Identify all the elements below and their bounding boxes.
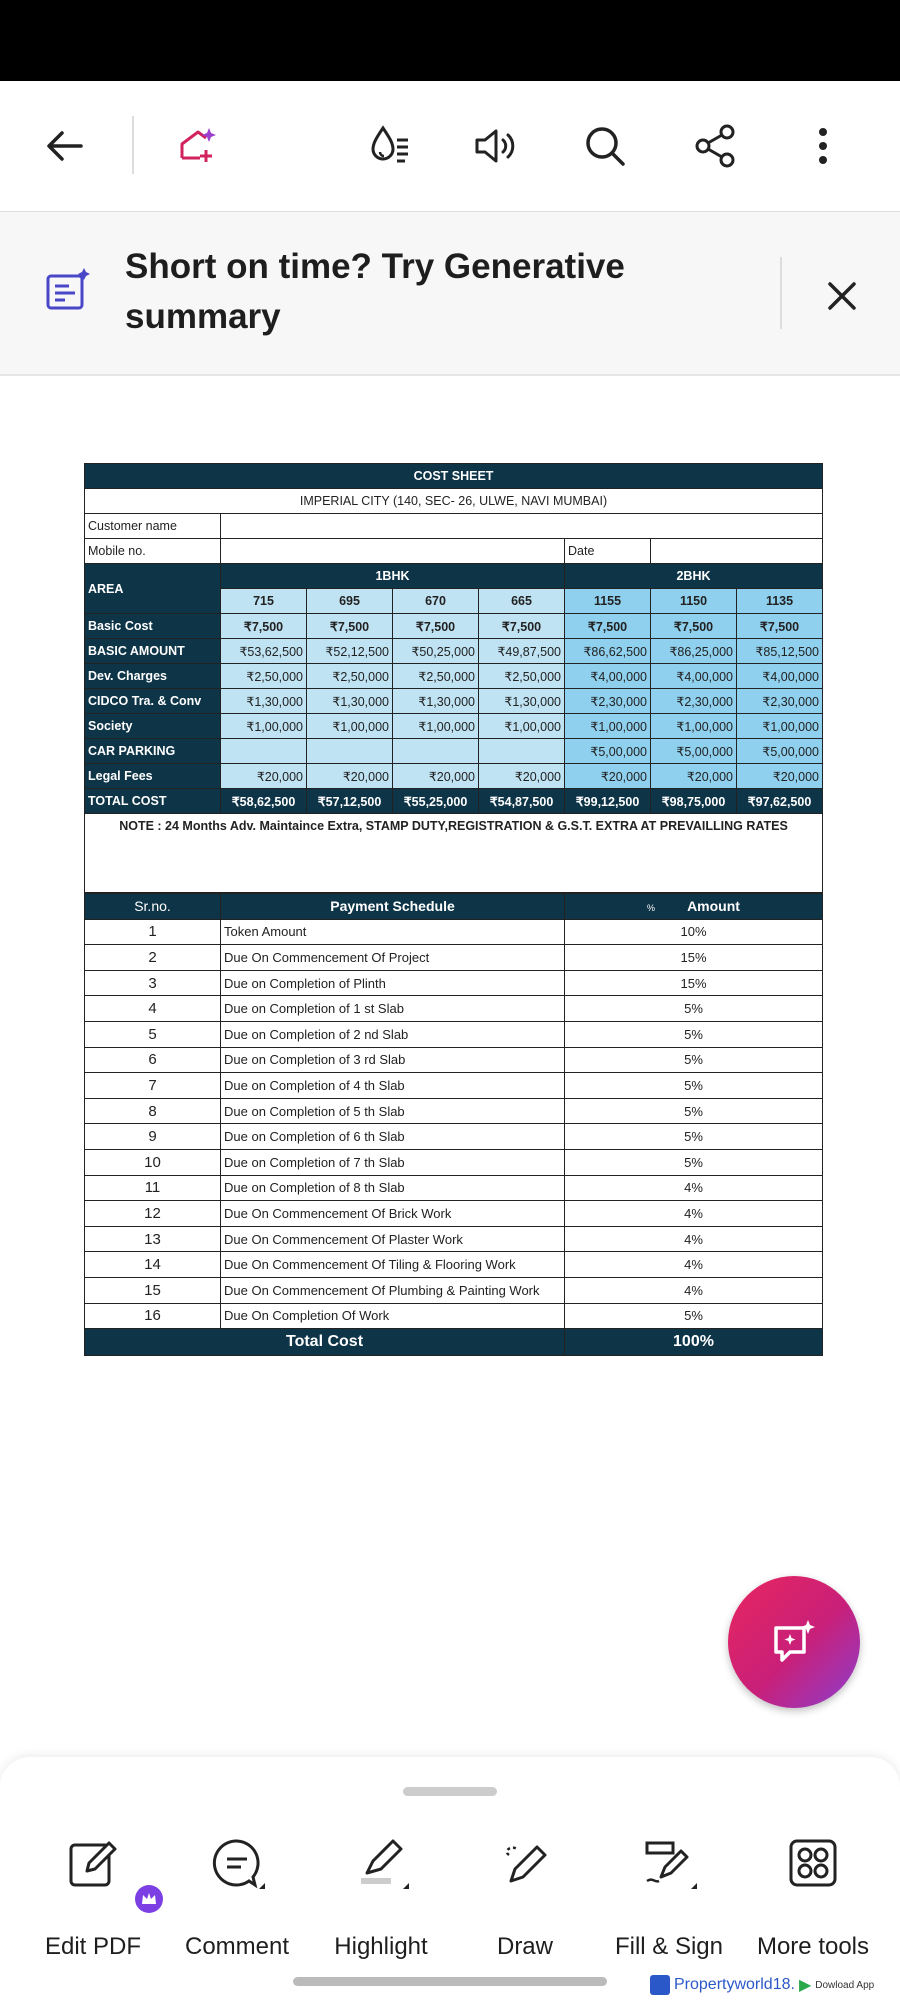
cost-cell: ₹50,25,000 — [393, 639, 479, 664]
schedule-pct: 5% — [565, 1021, 823, 1047]
group-1bhk: 1BHK — [221, 564, 565, 589]
schedule-srno: 4 — [85, 996, 221, 1022]
cost-cell: ₹99,12,500 — [565, 789, 651, 814]
schedule-pct: 4% — [565, 1226, 823, 1252]
drag-handle[interactable] — [403, 1787, 497, 1796]
share-icon — [691, 122, 739, 170]
back-button[interactable] — [30, 111, 100, 181]
generative-summary-banner[interactable] — [0, 212, 900, 376]
customer-name-label: Customer name — [85, 514, 221, 539]
cost-row-cidco — [85, 689, 823, 714]
schedule-srno: 12 — [85, 1201, 221, 1227]
cost-row-label: Society — [85, 714, 221, 739]
cost-cell: ₹49,87,500 — [479, 639, 565, 664]
schedule-row — [85, 1303, 823, 1329]
cost-sheet-title: COST SHEET — [85, 464, 823, 489]
schedule-pct: 15% — [565, 945, 823, 971]
liquid-mode-button[interactable] — [355, 111, 425, 181]
schedule-pct: 5% — [565, 996, 823, 1022]
cost-row-label: Basic Cost — [85, 614, 221, 639]
cost-cell: ₹7,500 — [565, 614, 651, 639]
schedule-row — [85, 1201, 823, 1227]
schedule-desc: Due On Commencement Of Project — [221, 945, 565, 971]
schedule-srno: 16 — [85, 1303, 221, 1329]
cost-row-society — [85, 714, 823, 739]
tool-fill-sign[interactable] — [597, 1835, 741, 1975]
cost-cell: ₹53,62,500 — [221, 639, 307, 664]
area-value: 1150 — [651, 589, 737, 614]
schedule-row — [85, 1073, 823, 1099]
cost-cell: ₹1,00,000 — [307, 714, 393, 739]
watermark-logo-icon — [650, 1975, 670, 1995]
schedule-srno: 13 — [85, 1226, 221, 1252]
cost-row-dev-charges — [85, 664, 823, 689]
cost-cell: ₹7,500 — [737, 614, 823, 639]
cost-cell: ₹1,00,000 — [393, 714, 479, 739]
cost-cell: ₹7,500 — [479, 614, 565, 639]
schedule-row — [85, 919, 823, 945]
cost-cell: ₹55,25,000 — [393, 789, 479, 814]
tool-comment[interactable] — [165, 1835, 309, 1975]
schedule-srno: 8 — [85, 1098, 221, 1124]
schedule-srno: 3 — [85, 970, 221, 996]
schedule-srno: 5 — [85, 1021, 221, 1047]
cost-row-car-parking — [85, 739, 823, 764]
cost-sheet-table — [84, 463, 823, 893]
cost-row-basic-amount — [85, 639, 823, 664]
schedule-desc: Due on Completion of 4 th Slab — [221, 1073, 565, 1099]
cost-cell: ₹4,00,000 — [737, 664, 823, 689]
mobile-label: Mobile no. — [85, 539, 221, 564]
schedule-row — [85, 1021, 823, 1047]
schedule-pct: 10% — [565, 919, 823, 945]
schedule-pct: 5% — [565, 1149, 823, 1175]
tool-more-tools[interactable] — [741, 1835, 885, 1975]
cost-cell: ₹2,50,000 — [307, 664, 393, 689]
schedule-srno: 11 — [85, 1175, 221, 1201]
watermark-brand: Propertyworld18. — [674, 1976, 795, 1993]
cost-cell — [479, 739, 565, 764]
schedule-srno: 10 — [85, 1149, 221, 1175]
cost-cell: ₹20,000 — [651, 764, 737, 789]
cost-cell: ₹20,000 — [221, 764, 307, 789]
project-name: IMPERIAL CITY (140, SEC- 26, ULWE, NAVI MUMBAI) — [85, 489, 823, 514]
schedule-desc: Due on Completion of 8 th Slab — [221, 1175, 565, 1201]
schedule-header-amount — [565, 894, 823, 920]
schedule-row — [85, 1226, 823, 1252]
cost-cell: ₹5,00,000 — [737, 739, 823, 764]
schedule-total-label: Total Cost — [85, 1329, 565, 1356]
schedule-desc: Due on Completion of 3 rd Slab — [221, 1047, 565, 1073]
schedule-desc: Due On Completion Of Work — [221, 1303, 565, 1329]
play-store-icon: ▶ — [798, 1977, 812, 1994]
comment-icon — [209, 1835, 265, 1891]
ai-assistant-button[interactable] — [163, 111, 233, 181]
liquid-mode-icon — [366, 122, 414, 170]
cost-row-basic-cost — [85, 614, 823, 639]
schedule-row — [85, 996, 823, 1022]
cost-cell: ₹1,30,000 — [479, 689, 565, 714]
pdf-page — [84, 463, 822, 1356]
cost-cell: ₹2,30,000 — [651, 689, 737, 714]
schedule-desc: Token Amount — [221, 919, 565, 945]
schedule-header-srno: Sr.no. — [85, 894, 221, 920]
cost-cell: ₹86,62,500 — [565, 639, 651, 664]
schedule-desc: Due on Completion of 5 th Slab — [221, 1098, 565, 1124]
cost-row-label: Legal Fees — [85, 764, 221, 789]
schedule-pct: 5% — [565, 1124, 823, 1150]
cost-cell: ₹7,500 — [307, 614, 393, 639]
schedule-header-pct: % — [647, 903, 656, 914]
search-icon — [581, 122, 629, 170]
tool-draw[interactable] — [453, 1835, 597, 1975]
schedule-row — [85, 1124, 823, 1150]
schedule-srno: 6 — [85, 1047, 221, 1073]
schedule-pct: 4% — [565, 1277, 823, 1303]
ai-assistant-fab[interactable] — [728, 1576, 860, 1708]
schedule-pct: 5% — [565, 1098, 823, 1124]
tool-label: Fill & Sign — [614, 1933, 724, 1960]
cost-row-label: BASIC AMOUNT — [85, 639, 221, 664]
cost-cell: ₹4,00,000 — [565, 664, 651, 689]
schedule-row — [85, 945, 823, 971]
schedule-pct: 5% — [565, 1047, 823, 1073]
cost-row-total-cost — [85, 789, 823, 814]
cost-row-basic-amount — [85, 639, 823, 664]
cost-row-total-cost — [85, 789, 823, 814]
schedule-desc: Due On Commencement Of Brick Work — [221, 1201, 565, 1227]
banner-text: Short on time? Try Generative summary — [125, 247, 625, 336]
schedule-header-amount-label: Amount — [687, 898, 740, 915]
cost-cell — [307, 739, 393, 764]
cost-cell: ₹2,30,000 — [565, 689, 651, 714]
schedule-pct: 15% — [565, 970, 823, 996]
cost-cell: ₹2,30,000 — [737, 689, 823, 714]
edit-pdf-icon — [65, 1835, 121, 1891]
area-value: 695 — [307, 589, 393, 614]
cost-cell: ₹7,500 — [221, 614, 307, 639]
ai-assistant-icon — [174, 122, 222, 170]
cost-cell: ₹57,12,500 — [307, 789, 393, 814]
cost-cell: ₹2,50,000 — [479, 664, 565, 689]
schedule-row — [85, 1098, 823, 1124]
area-value: 665 — [479, 589, 565, 614]
schedule-desc: Due on Completion of 2 nd Slab — [221, 1021, 565, 1047]
cost-row-legal-fees — [85, 764, 823, 789]
schedule-pct: 4% — [565, 1252, 823, 1278]
schedule-row — [85, 1175, 823, 1201]
cost-cell: ₹1,00,000 — [651, 714, 737, 739]
date-value — [651, 539, 823, 564]
tool-label: More tools — [756, 1933, 870, 1960]
cost-cell: ₹1,00,000 — [737, 714, 823, 739]
read-aloud-button[interactable] — [460, 111, 530, 181]
banner-close-button[interactable] — [810, 264, 874, 328]
schedule-srno: 14 — [85, 1252, 221, 1278]
cost-cell: ₹2,50,000 — [393, 664, 479, 689]
cost-cell: ₹5,00,000 — [651, 739, 737, 764]
summary-icon — [44, 266, 92, 314]
cost-cell: ₹20,000 — [307, 764, 393, 789]
cost-cell: ₹1,00,000 — [565, 714, 651, 739]
date-label: Date — [565, 539, 651, 564]
cost-cell: ₹97,62,500 — [737, 789, 823, 814]
cost-cell: ₹20,000 — [393, 764, 479, 789]
read-aloud-icon — [471, 122, 519, 170]
schedule-total-pct: 100% — [565, 1329, 823, 1356]
cost-cell: ₹98,75,000 — [651, 789, 737, 814]
cost-row-legal-fees — [85, 764, 823, 789]
cost-cell: ₹2,50,000 — [221, 664, 307, 689]
highlight-icon — [353, 1835, 409, 1891]
cost-row-car-parking — [85, 739, 823, 764]
tool-edit-pdf[interactable] — [21, 1835, 165, 1975]
premium-crown-icon — [135, 1885, 163, 1913]
tool-label: Draw — [496, 1933, 553, 1960]
schedule-pct: 5% — [565, 1303, 823, 1329]
schedule-srno: 1 — [85, 919, 221, 945]
share-button[interactable] — [680, 111, 750, 181]
cost-row-basic-cost — [85, 614, 823, 639]
cost-row-society — [85, 714, 823, 739]
area-value: 1155 — [565, 589, 651, 614]
cost-row-cidco — [85, 689, 823, 714]
schedule-desc: Due on Completion of 1 st Slab — [221, 996, 565, 1022]
cost-cell: ₹86,25,000 — [651, 639, 737, 664]
area-label: AREA — [85, 564, 221, 614]
schedule-desc: Due on Completion of 6 th Slab — [221, 1124, 565, 1150]
cost-cell: ₹1,00,000 — [221, 714, 307, 739]
search-button[interactable] — [570, 111, 640, 181]
area-value: 715 — [221, 589, 307, 614]
tool-label: Edit PDF — [44, 1933, 142, 1960]
cost-cell — [221, 739, 307, 764]
area-value: 1135 — [737, 589, 823, 614]
cost-row-dev-charges — [85, 664, 823, 689]
schedule-row — [85, 1277, 823, 1303]
schedule-row — [85, 970, 823, 996]
schedule-row — [85, 1149, 823, 1175]
schedule-srno: 2 — [85, 945, 221, 971]
close-icon — [825, 279, 859, 313]
cost-cell — [393, 739, 479, 764]
banner-divider — [780, 257, 782, 329]
tool-label: Comment — [184, 1933, 290, 1960]
cost-cell: ₹1,30,000 — [307, 689, 393, 714]
tool-highlight[interactable] — [309, 1835, 453, 1975]
watermark — [650, 1972, 874, 1998]
cost-cell: ₹1,30,000 — [393, 689, 479, 714]
cost-cell: ₹58,62,500 — [221, 789, 307, 814]
schedule-pct: 4% — [565, 1175, 823, 1201]
cost-cell: ₹1,00,000 — [479, 714, 565, 739]
cost-cell: ₹20,000 — [737, 764, 823, 789]
mobile-value — [221, 539, 565, 564]
cost-cell: ₹4,00,000 — [651, 664, 737, 689]
customer-name-value — [221, 514, 823, 539]
cost-row-label: CAR PARKING — [85, 739, 221, 764]
tool-label: Highlight — [334, 1933, 428, 1960]
cost-sheet-note: NOTE : 24 Months Adv. Maintaince Extra, STAMP DUTY,REGISTRATION & G.S.T. EXTRA AT PREVAILLING RATES — [85, 814, 823, 893]
schedule-desc: Due On Commencement Of Tiling & Flooring Work — [221, 1252, 565, 1278]
cost-row-label: CIDCO Tra. & Conv — [85, 689, 221, 714]
schedule-desc: Due On Commencement Of Plaster Work — [221, 1226, 565, 1252]
watermark-app: Dowload App — [815, 1979, 875, 1991]
cost-cell: ₹20,000 — [479, 764, 565, 789]
schedule-desc: Due on Completion of Plinth — [221, 970, 565, 996]
area-value: 670 — [393, 589, 479, 614]
group-2bhk: 2BHK — [565, 564, 823, 589]
schedule-srno: 15 — [85, 1277, 221, 1303]
schedule-desc: Due on Completion of 7 th Slab — [221, 1149, 565, 1175]
home-indicator[interactable] — [293, 1977, 607, 1986]
status-bar — [0, 0, 900, 81]
more-tools-icon — [785, 1835, 841, 1891]
schedule-srno: 7 — [85, 1073, 221, 1099]
schedule-header-payment: Payment Schedule — [221, 894, 565, 920]
cost-cell: ₹1,30,000 — [221, 689, 307, 714]
cost-cell: ₹7,500 — [651, 614, 737, 639]
cost-cell: ₹5,00,000 — [565, 739, 651, 764]
toolbar-divider — [132, 116, 134, 174]
cost-row-label: TOTAL COST — [85, 789, 221, 814]
fill-sign-icon — [641, 1835, 697, 1891]
schedule-row — [85, 1047, 823, 1073]
ai-chat-icon — [768, 1616, 820, 1668]
schedule-row — [85, 1252, 823, 1278]
schedule-srno: 9 — [85, 1124, 221, 1150]
more-icon — [799, 122, 847, 170]
cost-cell: ₹52,12,500 — [307, 639, 393, 664]
top-toolbar — [0, 81, 900, 212]
cost-row-label: Dev. Charges — [85, 664, 221, 689]
payment-schedule-table — [84, 893, 823, 1356]
schedule-desc: Due On Commencement Of Plumbing & Painting Work — [221, 1277, 565, 1303]
cost-cell: ₹54,87,500 — [479, 789, 565, 814]
back-icon — [41, 122, 89, 170]
bottom-tools-panel — [0, 1757, 900, 2000]
more-options-button[interactable] — [788, 111, 858, 181]
cost-cell: ₹85,12,500 — [737, 639, 823, 664]
draw-icon — [497, 1835, 553, 1891]
cost-cell: ₹20,000 — [565, 764, 651, 789]
schedule-pct: 4% — [565, 1201, 823, 1227]
schedule-pct: 5% — [565, 1073, 823, 1099]
cost-cell: ₹7,500 — [393, 614, 479, 639]
